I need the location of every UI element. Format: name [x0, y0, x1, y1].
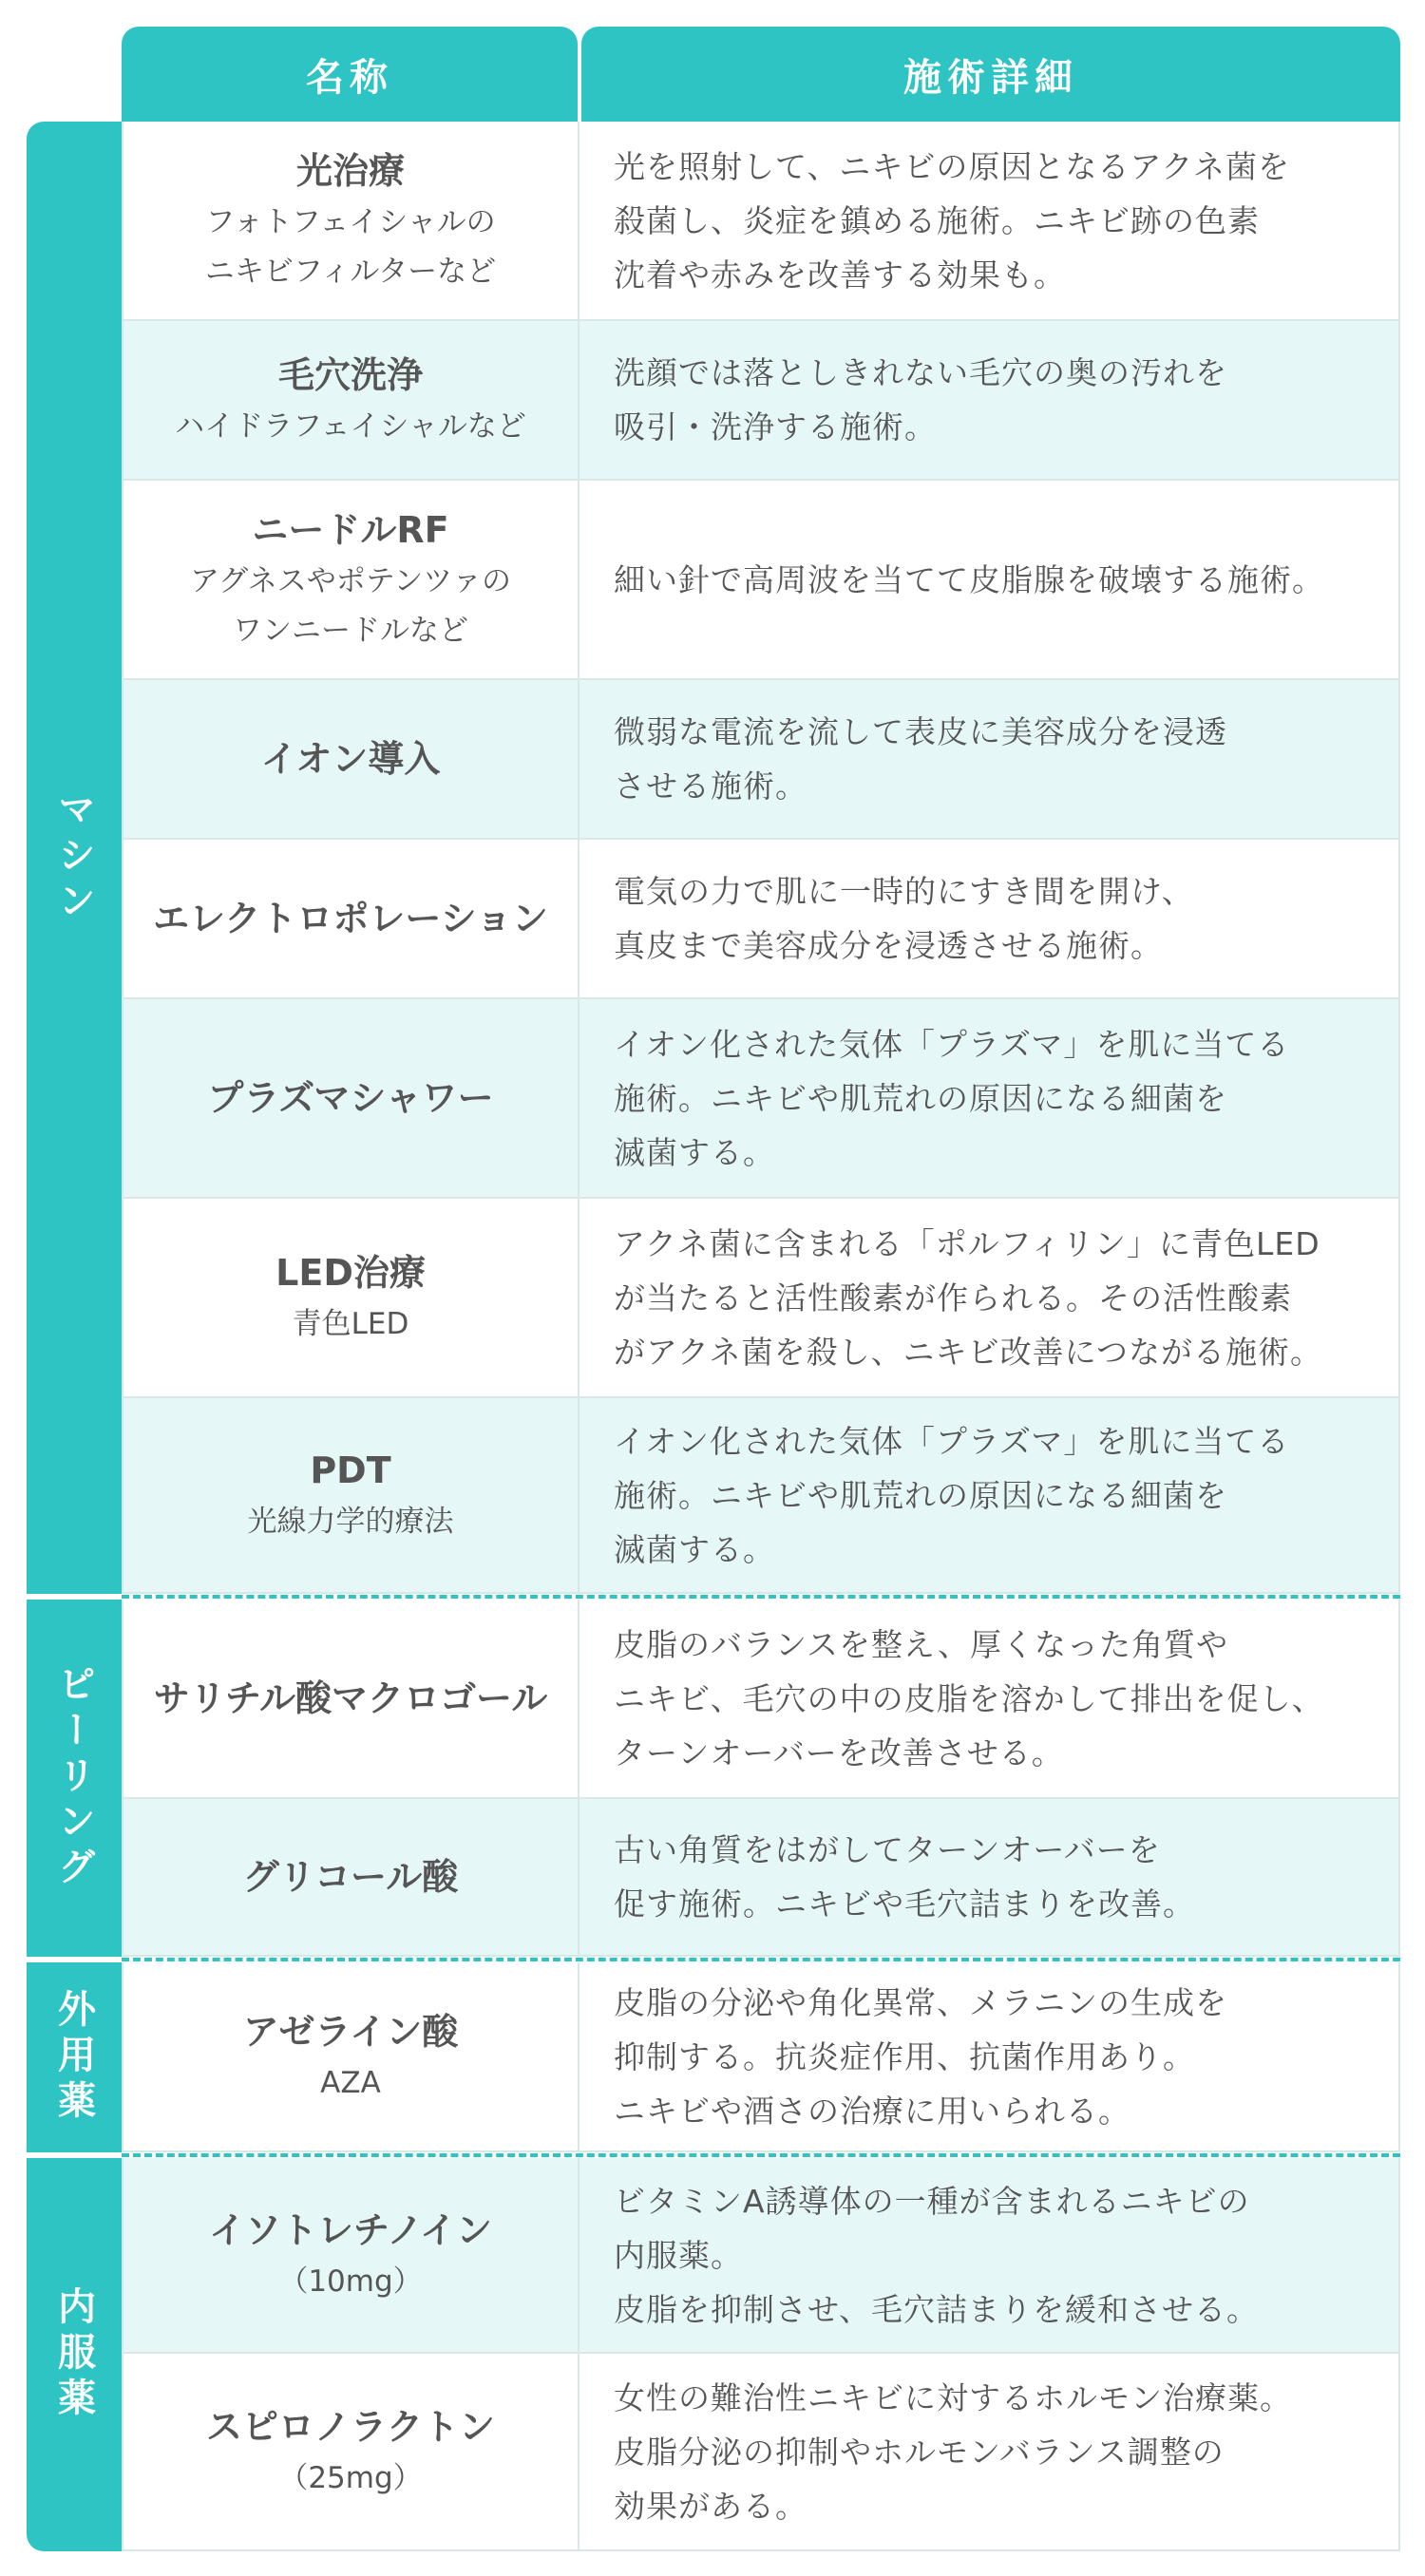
- treatment-subname: （10mg）: [278, 2264, 423, 2299]
- treatment-detail: イオン化された気体「プラズマ」を肌に当てる 施術。ニキビや肌荒れの原因になる細菌を 滅菌する。: [614, 1025, 1290, 1171]
- category-peeling: [27, 1600, 122, 1957]
- name-cell: [122, 2354, 580, 2549]
- header-detail-column: [581, 27, 1400, 122]
- header-name-column: [122, 27, 578, 122]
- detail-cell: [580, 2158, 1400, 2352]
- treatment-subname: ハイドラフェイシャルなど: [175, 409, 526, 444]
- treatment-detail: ビタミンA誘導体の一種が含まれるニキビの 内服薬。 皮脂を抑制させ、毛穴詰まりを緩和させる。: [614, 2182, 1260, 2328]
- treatment-detail: 細い針で高周波を当てて皮脂腺を破壊する施術。: [614, 560, 1324, 598]
- detail-cell: [580, 840, 1400, 997]
- category-label: マシン: [51, 789, 96, 926]
- treatment-name: ニードルRF: [252, 509, 449, 551]
- treatment-detail: 洗顔では落としきれない毛穴の奥の汚れを 吸引・洗浄する施術。: [614, 354, 1227, 445]
- treatment-name: サリチル酸マクロゴール: [153, 1677, 548, 1719]
- category-oral: [27, 2158, 122, 2551]
- treatment-detail: 女性の難治性ニキビに対するホルモン治療薬。 皮脂分泌の抑制やホルモンバランス調整の 効果がある。: [614, 2378, 1292, 2525]
- section-divider: [122, 1958, 1400, 1961]
- treatment-name: グリコール酸: [242, 1856, 459, 1898]
- name-cell: [122, 1199, 580, 1396]
- detail-cell: [580, 1799, 1400, 1955]
- name-cell: [122, 1398, 580, 1592]
- treatment-detail: アクネ菌に含まれる「ポルフィリン」に青色LED が当たると活性酸素が作られる。その活性酸素 がアクネ菌を殺し、ニキビ改善につながる施術。: [614, 1224, 1323, 1371]
- treatment-detail: 光を照射して、ニキビの原因となるアクネ菌を 殺菌し、炎症を鎮める施術。ニキビ跡の色素 沈着や赤みを改善する効果も。: [614, 147, 1291, 294]
- treatment-subname: アグネスやポテンツァの ワンニードルなど: [190, 564, 511, 648]
- treatment-name: LED治療: [276, 1252, 426, 1294]
- detail-cell: [580, 481, 1400, 678]
- header-detail-label: 施術詳細: [903, 55, 1078, 100]
- treatment-subname: 青色LED: [292, 1307, 409, 1341]
- table-row: [122, 1962, 1400, 2152]
- table-row: [122, 2158, 1400, 2354]
- treatment-detail: 古い角質をはがしてターンオーバーを 促す施術。ニキビや毛穴詰まりを改善。: [614, 1831, 1195, 1923]
- treatment-detail: 電気の力で肌に一時的にすき間を開け、 真皮まで美容成分を浸透させる施術。: [614, 873, 1194, 964]
- treatment-name: 光治療: [295, 150, 405, 192]
- category-label: 外用薬: [51, 1989, 96, 2126]
- name-cell: [122, 1962, 580, 2150]
- name-cell: [122, 999, 580, 1197]
- detail-cell: [580, 1962, 1400, 2150]
- category-machine: [27, 122, 122, 1594]
- treatment-name: スピロノラクトン: [205, 2406, 495, 2448]
- table-row: [122, 840, 1400, 999]
- treatment-name: プラズマシャワー: [207, 1077, 494, 1119]
- treatment-name: PDT: [310, 1449, 391, 1491]
- detail-cell: [580, 1600, 1400, 1797]
- category-topical: [27, 1962, 122, 2152]
- treatment-subname: （25mg）: [278, 2461, 423, 2495]
- name-cell: [122, 481, 580, 678]
- name-cell: [122, 2158, 580, 2352]
- table-row: [122, 680, 1400, 840]
- treatment-subname: AZA: [320, 2066, 381, 2100]
- treatment-name: イソトレチノイン: [209, 2209, 492, 2251]
- name-cell: [122, 122, 580, 319]
- category-label: ピーリング: [51, 1664, 96, 1892]
- detail-cell: [580, 1398, 1400, 1592]
- table-row: [122, 1199, 1400, 1398]
- table-row: [122, 321, 1400, 481]
- detail-cell: [580, 2354, 1400, 2549]
- detail-cell: [580, 680, 1400, 838]
- detail-cell: [580, 321, 1400, 479]
- table-row: [122, 2354, 1400, 2551]
- detail-cell: [580, 122, 1400, 319]
- treatment-detail: 皮脂の分泌や角化異常、メラニンの生成を 抑制する。抗炎症作用、抗菌作用あり。 ニキビや酒さの治療に用いられる。: [614, 1983, 1227, 2130]
- table-row: [122, 122, 1400, 321]
- name-cell: [122, 1600, 580, 1797]
- treatment-detail: 皮脂のバランスを整え、厚くなった角質や ニキビ、毛穴の中の皮脂を溶かして排出を促し、 ターンオーバーを改善させる。: [614, 1625, 1324, 1771]
- table-row: [122, 1799, 1400, 1957]
- table-row: [122, 1600, 1400, 1799]
- treatment-subname: 光線力学的療法: [247, 1505, 454, 1539]
- name-cell: [122, 321, 580, 479]
- name-cell: [122, 840, 580, 997]
- table-row: [122, 481, 1400, 680]
- name-cell: [122, 1799, 580, 1955]
- treatment-name: イオン導入: [260, 738, 441, 780]
- treatment-name: エレクトロポレーション: [153, 898, 548, 939]
- treatment-name: 毛穴洗浄: [277, 354, 423, 396]
- detail-cell: [580, 1199, 1400, 1396]
- header-name-label: 名称: [306, 55, 393, 100]
- detail-cell: [580, 999, 1400, 1197]
- treatment-detail: イオン化された気体「プラズマ」を肌に当てる 施術。ニキビや肌荒れの原因になる細菌を 滅菌する。: [614, 1422, 1290, 1568]
- table-row: [122, 999, 1400, 1199]
- treatment-detail: 微弱な電流を流して表皮に美容成分を浸透 させる施術。: [614, 713, 1227, 805]
- category-label: 内服薬: [51, 2286, 96, 2423]
- section-divider: [122, 1595, 1400, 1599]
- treatment-name: アゼライン酸: [242, 2011, 459, 2053]
- name-cell: [122, 680, 580, 838]
- section-divider: [122, 2153, 1400, 2157]
- table-row: [122, 1398, 1400, 1594]
- treatment-subname: フォトフェイシャルの ニキビフィルターなど: [204, 205, 497, 289]
